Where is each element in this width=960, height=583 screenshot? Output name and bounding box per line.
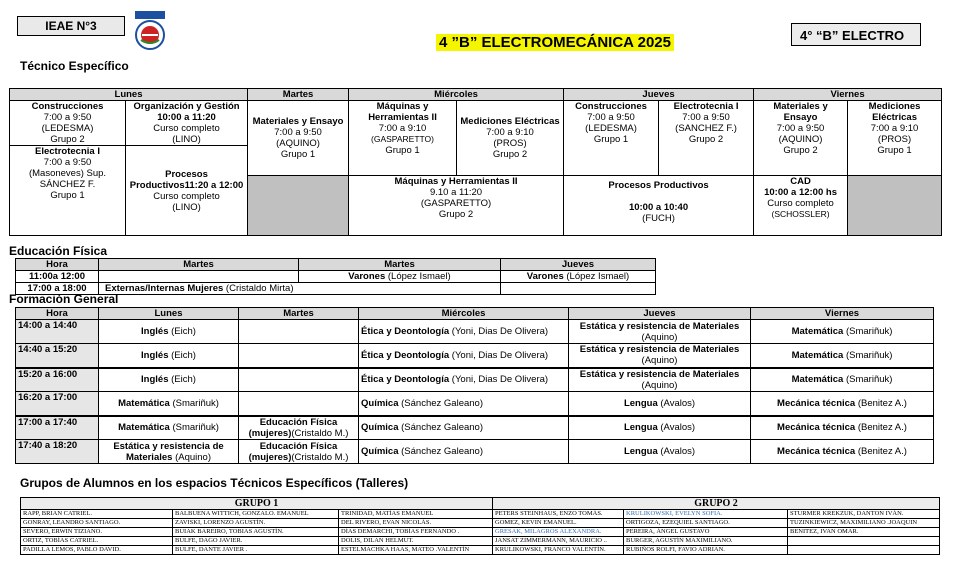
schedule-row xyxy=(16,440,934,464)
student-name xyxy=(788,537,940,546)
subject: Procesos Productivos11:20 a 12:00 xyxy=(129,168,244,191)
schedule-row xyxy=(16,368,934,392)
subject: Estática y resistencia de Materiales xyxy=(579,344,740,356)
teacher: (PROS) xyxy=(493,138,527,149)
class-cell xyxy=(99,283,501,295)
subject: Ética y Deontología xyxy=(361,349,450,361)
student-name: PADILLA LEMOS, PABLO DAVID. xyxy=(21,546,173,555)
class-cell xyxy=(239,392,359,416)
teacher: (Yoni, Dias De Olivera) xyxy=(449,326,549,337)
class-cell xyxy=(126,101,248,146)
col-header: Hora xyxy=(16,259,99,271)
school-name-box: IEAE N°3 xyxy=(17,16,125,36)
class-cell xyxy=(751,416,934,440)
teacher: (Avalos) xyxy=(657,422,696,434)
subject: Estática y resistencia de Materiales xyxy=(579,368,740,380)
student-name: SEVERO, ERWIN TIZIANO. xyxy=(21,528,173,537)
student-name: BALBUENA WITTICH, GONZALO. EMANUEL xyxy=(173,510,339,519)
section-edfisica-heading: Educación Física xyxy=(9,244,108,258)
subject: CAD xyxy=(790,176,811,187)
student-name: KRULIKOWSKI, FRANCO VALENTÍN. xyxy=(493,546,624,555)
class-cell xyxy=(239,416,359,440)
time: 7:00 a 9:50 xyxy=(43,112,92,123)
note: Curso completo xyxy=(153,123,220,134)
subject: Inglés xyxy=(141,349,169,361)
class-cell xyxy=(99,416,239,440)
class-cell xyxy=(359,440,569,464)
subject: Máquinas y Herramientas II xyxy=(368,101,437,123)
class-cell xyxy=(248,101,349,176)
teacher: (Aquino) xyxy=(641,355,678,367)
class-cell xyxy=(10,101,126,146)
subject: Materiales y Ensayo xyxy=(773,101,828,123)
time: 7:00 a 9:50 xyxy=(274,127,322,138)
teacher: (Yoni, Dias De Olivera) xyxy=(449,374,549,386)
subject: Educación Física (mujeres) xyxy=(248,416,338,439)
class-cell xyxy=(359,344,569,368)
student-name: BULFE, DANTE JAVIER . xyxy=(173,546,339,555)
day-header: Lunes xyxy=(10,89,248,101)
time: 7:00 a 9:50 xyxy=(587,112,635,123)
teacher: (Smariñuk) xyxy=(169,397,219,409)
class-cell xyxy=(569,320,751,344)
student-row xyxy=(21,537,940,546)
col-header: Viernes xyxy=(751,308,934,320)
time: 7:00 a 9:50 xyxy=(682,112,730,123)
group: Grupo 2 xyxy=(50,134,85,145)
subject: Educación Física (mujeres) xyxy=(248,440,338,463)
class-cell xyxy=(751,344,934,368)
subject: Lengua xyxy=(623,397,658,409)
class-cell xyxy=(751,368,934,392)
class-cell xyxy=(99,440,239,464)
subject: Matemática xyxy=(118,397,170,409)
teacher: (Benitez A.) xyxy=(855,422,907,434)
class-cell xyxy=(239,440,359,464)
time: 17:40 a 18:20 xyxy=(18,440,78,451)
time: 7:00 a 9:50 xyxy=(776,123,825,134)
student-name: ZAVISKI, LORENZO AGUSTÍN. xyxy=(173,519,339,528)
day-header: Miércoles xyxy=(349,89,564,101)
time: 7:00 a 9:10 xyxy=(486,127,534,138)
subject: Inglés xyxy=(141,326,169,337)
col-header: Jueves xyxy=(501,259,656,271)
student-name: TUZINKIEWICZ, MAXIMILIANO .JOAQUIN xyxy=(788,519,940,528)
class-cell xyxy=(359,368,569,392)
class-cell xyxy=(848,101,942,176)
teacher: (LINO) xyxy=(172,134,201,145)
student-name: GONRAY, LEANDRO SANTIAGO. xyxy=(21,519,173,528)
class-cell xyxy=(569,344,751,368)
subject: Química xyxy=(361,446,399,457)
subject: Mecánica técnica xyxy=(777,422,856,434)
student-name: ESTELMACHKA HAAS, MATEO .VALENTÍN xyxy=(339,546,493,555)
teacher: (Eich) xyxy=(168,349,196,361)
teacher: (Smariñuk) xyxy=(843,326,893,337)
formacion-table xyxy=(15,307,934,464)
subject: Varones xyxy=(526,271,564,282)
teacher: (AQUINO) xyxy=(778,134,823,145)
time-cell xyxy=(16,416,99,440)
student-name: DOLIS, DILAN HELMUT. xyxy=(339,537,493,546)
teacher: (Aquino) xyxy=(641,331,678,343)
subject: Lengua xyxy=(623,422,658,434)
student-name: STURMER KREKZUK, DANTON IVÁN. xyxy=(788,510,940,519)
subject: Mediciones Eléctricas xyxy=(868,101,921,123)
student-name: RUBIÑOS ROLFI, FAVIO ADRIAN. xyxy=(624,546,788,555)
student-name: ORTIZ, TOBÍAS CATRIEL. xyxy=(21,537,173,546)
teacher: (GASPARETTO) xyxy=(420,198,492,209)
student-name: JANSAT ZIMMERMANN, MAURICIO .. xyxy=(493,537,624,546)
class-cell xyxy=(239,344,359,368)
class-cell xyxy=(751,440,934,464)
subject: Matemática xyxy=(791,374,844,386)
teacher: (Smariñuk) xyxy=(169,422,219,434)
group: Grupo 2 xyxy=(688,134,724,145)
class-cell xyxy=(126,146,248,236)
time: 14:40 a 15:20 xyxy=(18,344,78,355)
subject: Construcciones xyxy=(575,101,647,112)
tecnico-table xyxy=(9,88,942,236)
time-cell xyxy=(16,392,99,416)
class-cell xyxy=(359,416,569,440)
time: 14:00 a 14:40 xyxy=(18,320,78,331)
subject: Ética y Deontología xyxy=(361,374,450,386)
schedule-row xyxy=(16,344,934,368)
time: 7:00 a 9:10 xyxy=(870,123,919,134)
section-tecnico-heading: Técnico Específico xyxy=(20,59,129,73)
student-name: DEL RIVERO, EVAN NICOLÁS. xyxy=(339,519,493,528)
day-header: Viernes xyxy=(754,89,942,101)
subject: Varones xyxy=(348,271,386,282)
teacher: (Smariñuk) xyxy=(843,374,893,386)
class-cell xyxy=(564,176,754,236)
subject: Construcciones xyxy=(31,101,104,112)
teacher: (FUCH) xyxy=(642,213,675,224)
teacher: (López Ismael) xyxy=(563,271,630,282)
col-header: Martes xyxy=(239,308,359,320)
teacher: (AQUINO) xyxy=(276,138,320,149)
subject: Electrotecnia I xyxy=(35,146,100,157)
group: Grupo 1 xyxy=(877,145,912,156)
subject: Ética y Deontología xyxy=(361,326,450,337)
student-name: TRINIDAD, MATÍAS EMANUEL xyxy=(339,510,493,519)
class-cell xyxy=(569,392,751,416)
teacher: (Smariñuk) xyxy=(843,349,893,361)
teacher: (Cristaldo M.) xyxy=(291,451,349,463)
teacher: (Avalos) xyxy=(657,397,696,409)
section-grupos-heading: Grupos de Alumnos en los espacios Técnicos Específicos (Talleres) xyxy=(20,476,409,490)
group: Grupo 1 xyxy=(50,190,85,201)
teacher: (Masoneves) Sup. xyxy=(28,168,107,179)
col-header: Martes xyxy=(99,259,299,271)
subject: Mediciones Eléctricas xyxy=(460,116,560,127)
student-row xyxy=(21,546,940,555)
group: Grupo 2 xyxy=(492,149,528,160)
class-cell xyxy=(359,392,569,416)
student-name: GRESAK, MILAGROS ALEXANDRA. xyxy=(493,528,624,537)
time: 10:00 a 10:40 xyxy=(628,202,689,213)
subject: Procesos Productivos xyxy=(608,180,709,191)
class-cell xyxy=(99,320,239,344)
teacher: (Benitez A.) xyxy=(855,397,907,409)
teacher: (LINO) xyxy=(172,201,201,213)
student-name: BURGER, AGUSTÍN MAXIMILIANO. xyxy=(624,537,788,546)
class-cell xyxy=(569,440,751,464)
class-cell xyxy=(349,101,457,176)
teacher: (Avalos) xyxy=(657,446,696,457)
teacher: (Cristaldo M.) xyxy=(291,427,349,439)
subject: Mecánica técnica xyxy=(777,446,856,457)
teacher: (Benitez A.) xyxy=(855,446,907,457)
note: Curso completo xyxy=(767,198,834,209)
time-cell xyxy=(16,368,99,392)
time: 10:00 a 11:20 xyxy=(157,112,216,123)
time: 11:00a 12:00 xyxy=(29,271,85,282)
note: Curso completo xyxy=(153,190,220,202)
student-name: BENITEZ, IVAN OMAR. xyxy=(788,528,940,537)
class-cell xyxy=(239,320,359,344)
group-header: GRUPO 2 xyxy=(493,498,940,510)
time-cell xyxy=(16,320,99,344)
teacher: (SCHOSSLER) xyxy=(771,209,830,219)
subject: Materiales y Ensayo xyxy=(252,116,344,127)
time-cell xyxy=(16,440,99,464)
time: 9.10 a 11:20 xyxy=(429,187,483,198)
teacher: (LEDESMA) xyxy=(41,123,94,134)
class-cell xyxy=(754,101,848,176)
student-name: ORTIGOZA, EZEQUIEL SANTIAGO. xyxy=(624,519,788,528)
schedule-row xyxy=(16,320,934,344)
empty-cell xyxy=(99,271,299,283)
teacher: (Aquino) xyxy=(172,451,212,463)
class-cell xyxy=(569,416,751,440)
student-name: PEREIRA, ÁNGEL GUSTAVO xyxy=(624,528,788,537)
student-name: BUIAK BAREIRO, TOBIAS AGUSTÍN. xyxy=(173,528,339,537)
class-cell xyxy=(457,101,564,176)
teacher: (Sánchez Galeano) xyxy=(398,422,483,434)
time-cell xyxy=(16,271,99,283)
teacher: (Eich) xyxy=(168,326,196,337)
time: 7:00 a 9:50 xyxy=(43,157,92,168)
col-header: Martes xyxy=(299,259,501,271)
teacher: (Aquino) xyxy=(641,379,678,391)
time: 17:00 a 17:40 xyxy=(18,416,78,428)
class-cell xyxy=(99,344,239,368)
teacher: (Sánchez Galeano) xyxy=(398,397,483,409)
group: Grupo 1 xyxy=(280,149,316,160)
class-cell xyxy=(359,320,569,344)
time: 16:20 a 17:00 xyxy=(18,392,78,403)
teacher: (López Ismael) xyxy=(385,271,451,282)
teacher: SÁNCHEZ F. xyxy=(39,179,96,190)
section-formacion-heading: Formación General xyxy=(9,292,119,306)
page-title: 4 ”B” ELECTROMECÁNICA 2025 xyxy=(436,34,674,51)
class-cell xyxy=(564,101,659,176)
class-cell xyxy=(239,368,359,392)
class-cell xyxy=(569,368,751,392)
subject: Matemática xyxy=(791,326,844,337)
student-row xyxy=(21,528,940,537)
student-row xyxy=(21,510,940,519)
col-header: Jueves xyxy=(569,308,751,320)
teacher: (PROS) xyxy=(877,134,912,145)
class-cell xyxy=(99,368,239,392)
subject: Inglés xyxy=(141,374,169,386)
day-header: Martes xyxy=(248,89,349,101)
group: Grupo 2 xyxy=(438,209,474,220)
subject: Lengua xyxy=(623,446,658,457)
col-header: Miércoles xyxy=(359,308,569,320)
time: 15:20 a 16:00 xyxy=(18,368,78,380)
student-name: PETERS STEINHAUS, ENZO TOMÁS. xyxy=(493,510,624,519)
class-cell xyxy=(299,271,501,283)
student-row xyxy=(21,519,940,528)
empty-cell xyxy=(848,176,942,236)
student-name: KRULIKOWSKI, EVELYN SOFIA. xyxy=(624,510,788,519)
group: Grupo 1 xyxy=(385,145,420,156)
col-header: Hora xyxy=(16,308,99,320)
empty-cell xyxy=(501,283,656,295)
subject: Externas/Internas Mujeres xyxy=(105,283,224,294)
time: 7:00 a 9:10 xyxy=(378,123,427,134)
teacher: (Yoni, Dias De Olivera) xyxy=(449,349,549,361)
subject: Electrotecnia I xyxy=(673,101,739,112)
teacher: (GASPARETTO) xyxy=(371,134,434,144)
group: Grupo 2 xyxy=(783,145,818,156)
teacher: (Eich) xyxy=(168,374,196,386)
class-cell xyxy=(659,101,754,176)
student-name: RAPP, BRIAN CATRIEL. xyxy=(21,510,173,519)
student-name xyxy=(788,546,940,555)
student-name: DÍAS DEMARCHI, TOBÍAS FERNANDO . xyxy=(339,528,493,537)
schedule-row xyxy=(16,392,934,416)
grupos-table xyxy=(20,497,940,555)
teacher: (SANCHEZ F.) xyxy=(675,123,737,134)
class-cell xyxy=(10,146,126,236)
school-crest-icon xyxy=(129,10,171,52)
subject: Química xyxy=(361,422,399,434)
schedule-row xyxy=(16,416,934,440)
time-cell xyxy=(16,344,99,368)
empty-cell xyxy=(248,176,349,236)
teacher: (Cristaldo Mirta) xyxy=(223,283,294,294)
class-cell xyxy=(751,392,934,416)
subject: Matemática xyxy=(791,349,844,361)
time: 10:00 a 12:00 hs xyxy=(764,187,837,198)
class-cell xyxy=(501,271,656,283)
time: 17:00 a 18:00 xyxy=(27,283,87,294)
class-cell xyxy=(349,176,564,236)
teacher: (Sánchez Galeano) xyxy=(398,446,483,457)
day-header: Jueves xyxy=(564,89,754,101)
class-cell xyxy=(754,176,848,236)
class-cell xyxy=(99,392,239,416)
subject: Máquinas y Herramientas II xyxy=(394,176,518,187)
group: Grupo 1 xyxy=(593,134,629,145)
subject: Matemática xyxy=(118,422,170,434)
teacher: (LEDESMA) xyxy=(585,123,637,134)
subject: Mecánica técnica xyxy=(777,397,856,409)
subject: Estática y resistencia de Materiales xyxy=(113,440,224,463)
student-name: GOMEZ, KEVIN EMANUEL. xyxy=(493,519,624,528)
course-box: 4° “B” ELECTRO xyxy=(791,23,921,46)
subject: Estática y resistencia de Materiales xyxy=(579,320,740,332)
col-header: Lunes xyxy=(99,308,239,320)
edfisica-table xyxy=(15,258,656,295)
subject: Química xyxy=(361,397,399,409)
subject: Organización y Gestión xyxy=(133,101,240,112)
student-name: BULFE, DAGO JAVIER. xyxy=(173,537,339,546)
group-header: GRUPO 1 xyxy=(21,498,493,510)
class-cell xyxy=(751,320,934,344)
